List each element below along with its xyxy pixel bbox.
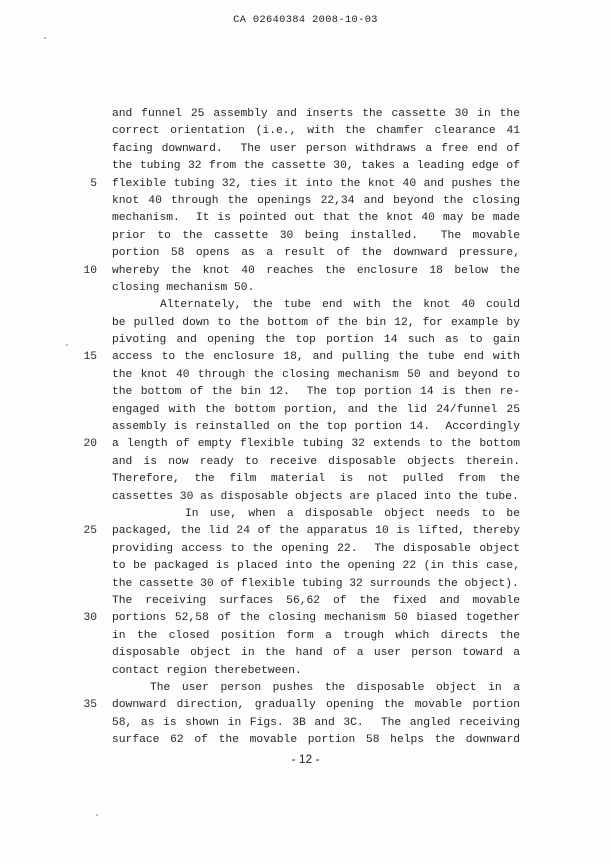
- text-line: [0, 280, 611, 297]
- text-line: [0, 384, 611, 401]
- text-line: [0, 628, 611, 645]
- body-lines: [0, 106, 611, 749]
- line-text: facing downward. The user person withdraws a free end of: [112, 142, 520, 155]
- line-text: the knot 40 through the closing mechanism 50 and beyond to: [112, 368, 520, 381]
- text-line: [0, 263, 611, 280]
- text-line: [0, 593, 611, 610]
- text-line: [0, 245, 611, 262]
- line-text: the bottom of the bin 12. The top portion 14 is then re-: [112, 386, 520, 399]
- text-line: [0, 697, 611, 714]
- line-text: The user person pushes the disposable object in a: [150, 681, 520, 694]
- line-text: portions 52,58 of the closing mechanism 50 biased together: [112, 612, 520, 625]
- line-text: mechanism. It is pointed out that the knot 40 may be made: [112, 212, 520, 225]
- scan-artifact: [96, 814, 98, 816]
- text-line: [0, 123, 611, 140]
- line-text: knot 40 through the openings 22,34 and beyond the closing: [112, 194, 520, 207]
- text-line: [0, 436, 611, 453]
- line-number: 20: [83, 438, 97, 451]
- text-line: [0, 454, 611, 471]
- text-line: [0, 506, 611, 523]
- text-line: [0, 645, 611, 662]
- line-text: downward direction, gradually opening the movable portion: [112, 699, 520, 712]
- line-text: providing access to the opening 22. The disposable object: [112, 542, 520, 555]
- text-line: [0, 315, 611, 332]
- line-text: packaged, the lid 24 of the apparatus 10 is lifted, thereby: [112, 525, 520, 538]
- text-line: [0, 176, 611, 193]
- line-number: 25: [83, 525, 97, 538]
- text-line: [0, 210, 611, 227]
- line-number: 15: [83, 351, 97, 364]
- line-text: cassettes 30 as disposable objects are placed into the tube.: [112, 490, 519, 503]
- text-line: [0, 106, 611, 123]
- text-line: [0, 715, 611, 732]
- text-line: [0, 402, 611, 419]
- line-text: and is now ready to receive disposable objects therein.: [112, 455, 520, 468]
- text-line: [0, 297, 611, 314]
- line-text: Alternately, the tube end with the knot 40 could: [160, 299, 520, 312]
- text-line: [0, 541, 611, 558]
- line-number: 10: [83, 264, 97, 277]
- line-number: 5: [90, 177, 97, 190]
- line-text: the cassette 30 of flexible tubing 32 surrounds the object).: [112, 577, 519, 590]
- scan-artifact: [44, 37, 46, 39]
- text-line: [0, 680, 611, 697]
- line-text: In use, when a disposable object needs to be: [185, 507, 520, 520]
- text-line: [0, 419, 611, 436]
- text-line: [0, 367, 611, 384]
- line-text: Therefore, the film material is not pulled from the: [112, 473, 520, 486]
- line-text: flexible tubing 32, ties it into the knot 40 and pushes the: [112, 177, 520, 190]
- text-line: [0, 193, 611, 210]
- text-line: [0, 141, 611, 158]
- text-line: [0, 158, 611, 175]
- page-number: - 12 -: [291, 752, 320, 766]
- line-text: and funnel 25 assembly and inserts the cassette 30 in the: [112, 108, 520, 120]
- line-text: portion 58 opens as a result of the downward pressure,: [112, 247, 520, 260]
- text-line: [0, 610, 611, 627]
- line-text: assembly is reinstalled on the top portion 14. Accordingly: [112, 421, 520, 434]
- line-text: The receiving surfaces 56,62 of the fixed and movable: [112, 594, 520, 607]
- line-text: contact region therebetween.: [112, 664, 302, 677]
- document-id-header: CA 02640384 2008-10-03: [233, 14, 378, 26]
- line-text: be pulled down to the bottom of the bin 12, for example by: [112, 316, 520, 329]
- line-text: prior to the cassette 30 being installed. The movable: [112, 229, 520, 242]
- line-text: 58, as is shown in Figs. 3B and 3C. The angled receiving: [112, 716, 520, 729]
- line-number: 30: [83, 612, 97, 625]
- text-line: [0, 576, 611, 593]
- line-text: closing mechanism 50.: [112, 281, 255, 294]
- text-line: [0, 228, 611, 245]
- text-line: [0, 558, 611, 575]
- line-text: pivoting and opening the top portion 14 such as to gain: [112, 334, 520, 347]
- line-text: access to the enclosure 18, and pulling the tube end with: [112, 351, 520, 364]
- line-text: in the closed position form a trough which directs the: [112, 629, 520, 642]
- line-text: to be packaged is placed into the opening 22 (in this case,: [112, 560, 520, 573]
- line-text: correct orientation (i.e., with the chamfer clearance 41: [112, 125, 520, 138]
- text-line: [0, 489, 611, 506]
- line-text: whereby the knot 40 reaches the enclosure 18 below the: [112, 264, 520, 277]
- text-line: [0, 523, 611, 540]
- text-line: [0, 663, 611, 680]
- text-line: [0, 349, 611, 366]
- line-text: disposable object in the hand of a user person toward a: [112, 647, 520, 660]
- line-text: engaged with the bottom portion, and the lid 24/funnel 25: [112, 403, 520, 416]
- text-line: [0, 732, 611, 749]
- line-text: a length of empty flexible tubing 32 extends to the bottom: [112, 438, 520, 451]
- text-line: [0, 471, 611, 488]
- line-text: the tubing 32 from the cassette 30, takes a leading edge of: [112, 160, 520, 173]
- line-text: surface 62 of the movable portion 58 helps the downward: [112, 734, 520, 747]
- text-line: [0, 332, 611, 349]
- line-number: 35: [83, 699, 97, 712]
